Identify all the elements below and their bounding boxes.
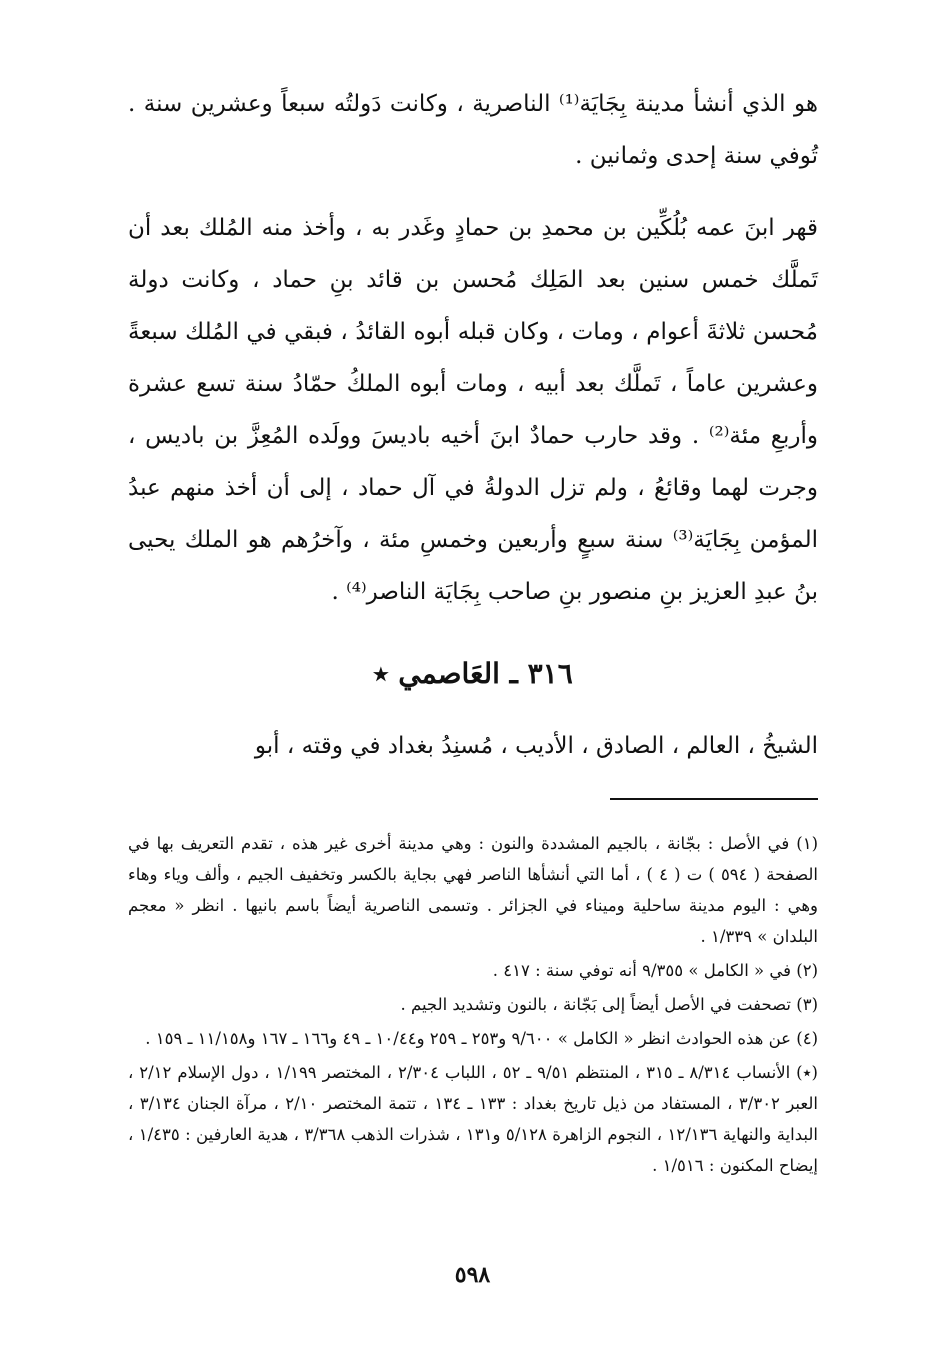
footnote-3: (٣) تصحفت في الأصل أيضاً إلى بَجّانة ، بالنون وتشديد الجيم . [400, 995, 818, 1014]
entry-heading: ٣١٦ ـ العَاصمي ٭ [373, 657, 573, 690]
entry-paragraph: الشيخُ ، العالم ، الصادق ، الأديب ، مُسنِدُ بغداد في وقته ، أبو [254, 733, 818, 759]
paragraph-2: قهر ابنَ عمه بُلُكِّين بن محمدِ بن حمادٍ وغَدر به ، وأخذ منه المُلك بعد أن تَملَّك خمس سنين بعد المَلِك مُحسن بن قائد بنِ حماد ، وكانت دولة مُحسن ثلاثةَ أعوام ، ومات ، وكان قبله أبوه القائدُ ، فبقي في المُلك سبعةً وعشرين عاماً ، تَملَّك بعد أبيه ، ومات أبوه الملكُ حمّادُ سنة تسع عشرة وأربعِ مئة⁽²⁾ . وقد حارب حمادٌ ابنَ أخيه باديسَ وولَده المُعِزَّ بن باديس ، وجرت لهما وقائعُ ، ولم تزل الدولةُ في آل حماد ، إلى أن أخذ منهم عبدُ المؤمن بِجَايَة⁽³⁾ سنة سبعٍ وأربعين وخمسِ مئة ، وآخرُهم هو الملك يحيى بنُ عبدِ العزيز بنِ منصور بنِ صاحب بِجَايَة الناصر⁽⁴⁾ . [128, 215, 818, 605]
footnote-divider [610, 798, 818, 800]
page-content [128, 78, 818, 1184]
main-text [128, 78, 818, 618]
footnote-1: (١) في الأصل : بجّانة ، بالجيم المشددة والنون : وهي مدينة أخرى غير هذه ، تقدم التعريف بها في الصفحة ( ٥٩٤ ) ت ( ٤ ) ، أما التي أنشأها الناصر فهي بجاية بالكسر وتخفيف الجيم ، وألف وياء وهاء وهي : اليوم مدينة ساحلية وميناء في الجزائر . وتسمى الناصرية أيضاً باسم بانيها . انظر « معجم البلدان » ١/٣٣٩ . [128, 834, 818, 946]
footnote-4: (٤) عن هذه الحوادث انظر « الكامل » ٩/٦٠٠ و٢٥٣ ـ ٢٥٩ و١٠/٤٤ ـ ٤٩ و١٦٦ ـ ١٦٧ و١١/١٥٨ ـ ١٥٩ . [145, 1029, 818, 1048]
page-number: ٥٩٨ [454, 1262, 491, 1288]
entry-text [128, 720, 818, 772]
footnotes [128, 828, 818, 1181]
paragraph-1: هو الذي أنشأ مدينة بِجَايَة⁽¹⁾ الناصرية ، وكانت دَولتُه سبعاً وعشرين سنة . تُوفي سنة إحدى وثمانين . [128, 91, 818, 169]
footnote-2: (٢) في « الكامل » ٩/٣٥٥ أنه توفي سنة : ٤١٧ . [492, 961, 818, 980]
footnote-star: (٭) الأنساب ٨/٣١٤ ـ ٣١٥ ، المنتظم ٩/٥١ ـ ٥٢ ، اللباب ٢/٣٠٤ ، المختصر ١/١٩٩ ، دول الإسلام ٢/١٢ ، العبر ٣/٣٠٢ ، المستفاد من ذيل تاريخ بغداد : ١٣٣ ـ ١٣٤ ، تتمة المختصر ٢/١٠ ، مرآة الجنان ٣/١٣٤ ، البداية والنهاية ١٢/١٣٦ ، النجوم الزاهرة ٥/١٢٨ و١٣١ ، شذرات الذهب ٣/٣٦٨ ، هدية العارفين : ١/٤٣٥ ، إيضاح المكنون : ١/٥١٦ . [128, 1063, 819, 1175]
